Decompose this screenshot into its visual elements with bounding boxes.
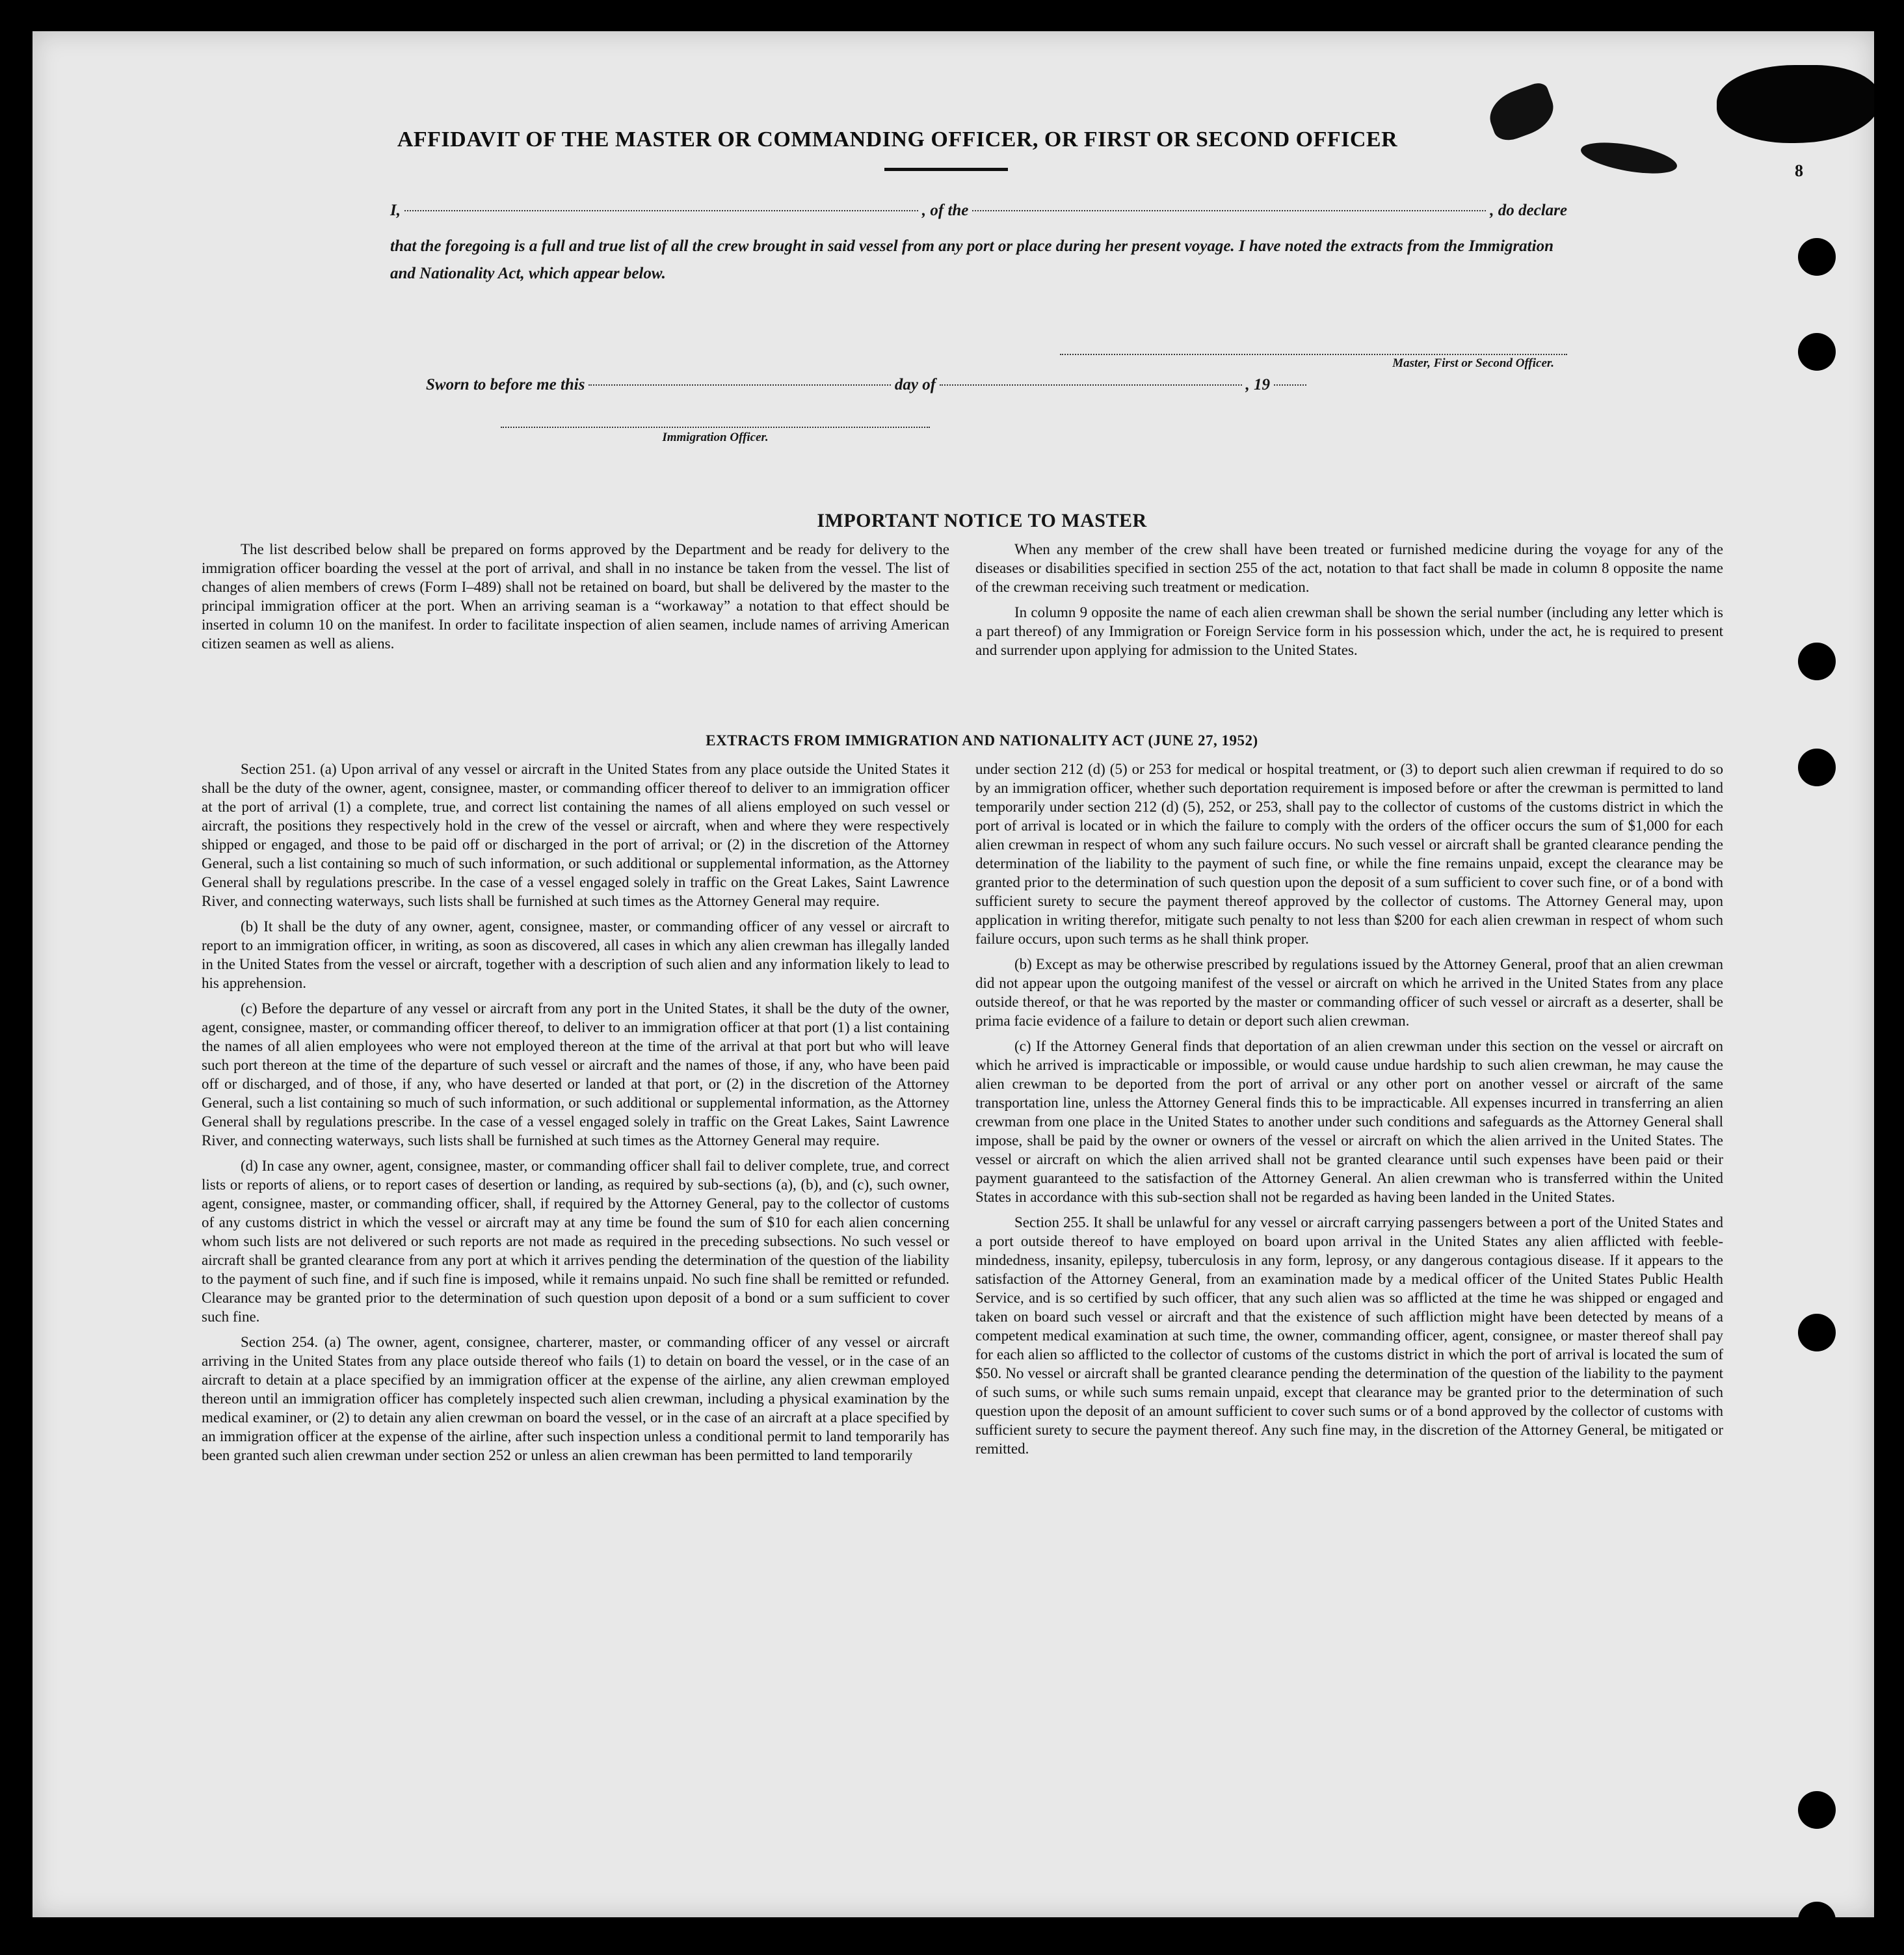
section-paragraph: (b) Except as may be otherwise prescribed by regulations issued by the Attorney General, proof that an alien crewman did not appear upon the outgoing manifest of the vessel or aircraft on which he arrived in the United States from any place outside thereof, or that he was reported by the master or commanding officer of such vessel or aircraft as a deserter, shall be prima facie evidence of a failure to detain or deport such alien crewman. [975, 956, 1723, 1029]
extracts-right-column [975, 760, 1723, 1465]
affidavit-title: AFFIDAVIT OF THE MASTER OR COMMANDING OFFICER, OR FIRST OR SECOND OFFICER [397, 127, 1398, 152]
month-blank [940, 384, 1241, 386]
extracts-left-column [202, 760, 949, 1471]
section-paragraph: Section 251. (a) Upon arrival of any vessel or aircraft in the United States from any place outside the United States it shall be the duty of the owner, agent, consignee, master, or commanding officer thereof to deliver to an immigration officer at the port of arrival (1) a complete, true, and correct list containing the names of all aliens employed on such vessel or aircraft, the positions they respectively hold in the crew of the vessel or aircraft, when and where they were respectively shipped or engaged, and those to be paid off or discharged in the port of arrival; or (2) in the discretion of the Attorney General, such a list containing so much of such information, or such additional or supplemental information, as the Attorney General shall by regulations prescribe. In the case of a vessel engaged solely in traffic on the Great Lakes, Saint Lawrence River, and connecting waterways, such lists shall be furnished at such times as the Attorney General may require. [202, 761, 949, 909]
declaration-start: I, [390, 202, 401, 219]
section-paragraph: (c) If the Attorney General finds that deportation of an alien crewman under this section on the vessel or aircraft on which he arrived is impracticable or impossible, or would cause undue hardship to such alien crewman, he may cause the alien crewman to be deported from the port of arrival or any other port on another vessel or aircraft of the same transportation line, unless the Attorney General finds this to be impracticable. All expenses incurred in transferring an alien crewman from one place in the United States to another under such conditions and safeguards as the Attorney General shall impose, shall be paid by the owner or owners of the vessel or aircraft on which the alien arrived in the United States. The vessel or aircraft on which the alien arrived shall not be granted clearance until such expenses have been paid or their payment guaranteed to the satisfaction of the Attorney General. An alien crewman who is transferred within the United States in accordance with this sub-section shall not be regarded as having been landed in the United States. [975, 1038, 1723, 1205]
notice-paragraph: When any member of the crew shall have been treated or furnished medicine during the voyage for any of the diseases or disabilities specified in section 255 of the act, notation to that fact shall be made in column 8 opposite the name of the crewman receiving such treatment or medication. [975, 541, 1723, 595]
name-blank [404, 210, 918, 211]
punch-hole [1798, 1902, 1836, 1917]
punch-hole [1798, 238, 1836, 276]
section-paragraph: under section 212 (d) (5) or 253 for medical or hospital treatment, or (3) to deport such alien crewman if required to do so by an immigration officer, whether such deportation requirement is imposed before or after the crewman is permitted to land temporarily under section 212 (d) (5), 252, or 253, shall pay to the collector of customs of the customs district in which the port of arrival is located or in which the failure to comply with the orders of the officer occurs the sum of $1,000 for each alien crewman in respect of whom any such failure occurs. No such vessel or aircraft shall be granted clearance pending the determination of the liability to the payment of such fine, or while the fine remains unpaid, except the clearance may be granted prior to the determination of such question upon the deposit of a sum sufficient to cover such fine, or of a bond with sufficient surety to secure the payment thereof approved by the collector of customs. The Attorney General may, upon application in writing therefor, mitigate such penalty to not less than $200 for each alien crewman in respect of whom such failure occurs, upon such terms as he shall think proper. [975, 761, 1723, 947]
extracts-title: EXTRACTS FROM IMMIGRATION AND NATIONALITY ACT (JUNE 27, 1952) [706, 732, 1258, 749]
officer-signature-line [501, 427, 930, 428]
signature-caption: Master, First or Second Officer. [1392, 356, 1554, 370]
signature-line [1060, 354, 1567, 355]
declaration-text: that the foregoing is a full and true list of all the crew brought in said vessel from any port or place during her present voyage. I have noted the extracts from the Immigration and Nationality Act, which appear below. [390, 237, 1554, 282]
notice-title: IMPORTANT NOTICE TO MASTER [817, 510, 1147, 531]
notice-paragraph: In column 9 opposite the name of each alien crewman shall be shown the serial number (including any letter which is a part thereof) of any Immigration or Foreign Service form in his possession which, under the act, he is required to present and surrender upon applying for admission to the United States. [975, 604, 1723, 658]
declaration-of-the: , of the [921, 202, 969, 219]
page-edge-mark: 8 [1795, 161, 1803, 180]
day-blank [588, 384, 890, 386]
section-paragraph: (c) Before the departure of any vessel or aircraft from any port in the United States, it shall be the duty of the owner, agent, consignee, master, or commanding officer thereof, to deliver to an immigration officer at that port (1) a list containing the names of all alien employees who were not employed thereon at the time of the arrival at that port but who will leave such port thereon at the time of the departure of such vessel or aircraft and the names of those, if any, who have been paid off or discharged, and of those, if any, who have deserted or landed at that port, or (2) in the discretion of the Attorney General, such a list containing so much of such information, or such additional or supplemental information, as the Attorney General shall by regulations prescribe. In the case of a vessel engaged solely in traffic on the Great Lakes, Saint Lawrence River, and connecting waterways, such lists shall be furnished at such times as the Attorney General may require. [202, 1000, 949, 1149]
title-rule [884, 168, 1008, 171]
vessel-blank [972, 210, 1486, 211]
notice-right-column [975, 540, 1723, 666]
document-page [33, 31, 1874, 1917]
punch-hole [1798, 1791, 1836, 1829]
year-blank [1274, 384, 1306, 386]
section-paragraph: (b) It shall be the duty of any owner, agent, consignee, master, or commanding officer of any vessel or aircraft to report to an immigration officer, in writing, as soon as discovered, all cases in which any alien crewman has illegally landed in the United States from the vessel or aircraft, together with a description of such alien and any information likely to lead to his apprehension. [202, 918, 949, 991]
declaration-end: , do declare [1490, 202, 1568, 219]
sworn-year: , 19 [1245, 376, 1270, 393]
sworn-day-of: day of [894, 376, 936, 393]
notice-left-column [202, 540, 949, 659]
notice-paragraph: The list described below shall be prepared on forms approved by the Department and be ready for delivery to the immigration officer boarding the vessel at the port of arrival, and shall in no instance be taken from the vessel. The list of changes of alien members of crews (Form I–489) shall not be retained on board, but shall be delivered by the master to the principal immigration officer at the port. When an arriving seaman is a “workaway” a notation to that effect should be inserted in column 10 on the manifest. In order to facilitate inspection of alien seamen, include names of arriving American citizen seamen as well as aliens. [202, 541, 949, 652]
section-paragraph: Section 255. It shall be unlawful for any vessel or aircraft carrying passengers between a port of the United States and a port outside thereof to have employed on board upon arrival in the United States any alien afflicted with feeble-mindedness, insanity, epilepsy, tuberculosis in any form, leprosy, or any dangerous contagious disease. If it appears to the satisfaction of the Attorney General, from an examination made by a medical officer of the United States Public Health Service, and is so certified by such officer, that any such alien was so afflicted at the time he was shipped or engaged and taken on board such vessel or aircraft and that the existence of such affliction might have been detected by means of a competent medical examination at such time, the owner, commanding officer, agent, consignee, or master thereof shall pay for each alien so afflicted to the collector of customs of the customs district in which the port of arrival is located the sum of $50. No vessel or aircraft shall be granted clearance pending the determination of the question of the liability to the payment of such sums, or while such sums remain unpaid, except that clearance may be granted prior to the determination of such question upon the deposit of an amount sufficient to cover such sums or of a bond approved by the collector of customs with sufficient surety to secure the payment thereof. Any such fine may, in the discretion of the Attorney General, be mitigated or remitted. [975, 1214, 1723, 1457]
section-paragraph: Section 254. (a) The owner, agent, consignee, charterer, master, or commanding officer of any vessel or aircraft arriving in the United States from any place outside thereof who fails (1) to detain on board the vessel, or in the case of an aircraft to detain at a place specified by an immigration officer at the expense of the airline, any alien crewman employed thereon until an immigration officer has completely inspected such alien crewman, including a physical examination by the medical examiner, or (2) to detain any alien crewman on board the vessel, or in the case of an aircraft at a place specified by an immigration officer at the expense of the airline, after such inspection unless a conditional permit to land temporarily has been granted such alien crewman under section 252 or unless an alien crewman has been permitted to land temporarily [202, 1334, 949, 1463]
section-paragraph: (d) In case any owner, agent, consignee, master, or commanding officer shall fail to deliver complete, true, and correct lists or reports of aliens, or to report cases of desertion or landing, as required by sub-sections (a), (b), and (c), such owner, agent, consignee, master, or commanding officer, shall, if required by the Attorney General, pay to the collector of customs of any customs district in which the vessel or aircraft may at any time be found the sum of $10 for each alien concerning whom such lists are not delivered or such reports are not made as required in the preceding subsections. No such vessel or aircraft shall be granted clearance from any port at which it arrives pending the determination of the question of the liability to the payment of such fine, and if such fine is imposed, while it remains unpaid. No such fine shall be remitted or refunded. Clearance may be granted prior to the determination of such question upon deposit of a bond or a sum sufficient to cover such fine. [202, 1158, 949, 1325]
sworn-start: Sworn to before me this [426, 376, 585, 393]
punch-hole [1798, 749, 1836, 786]
punch-hole [1798, 1314, 1836, 1351]
declaration-line [390, 202, 1567, 220]
punch-hole [1798, 643, 1836, 680]
officer-caption: Immigration Officer. [662, 431, 769, 444]
punch-hole [1798, 333, 1836, 371]
sworn-line [426, 376, 1310, 394]
